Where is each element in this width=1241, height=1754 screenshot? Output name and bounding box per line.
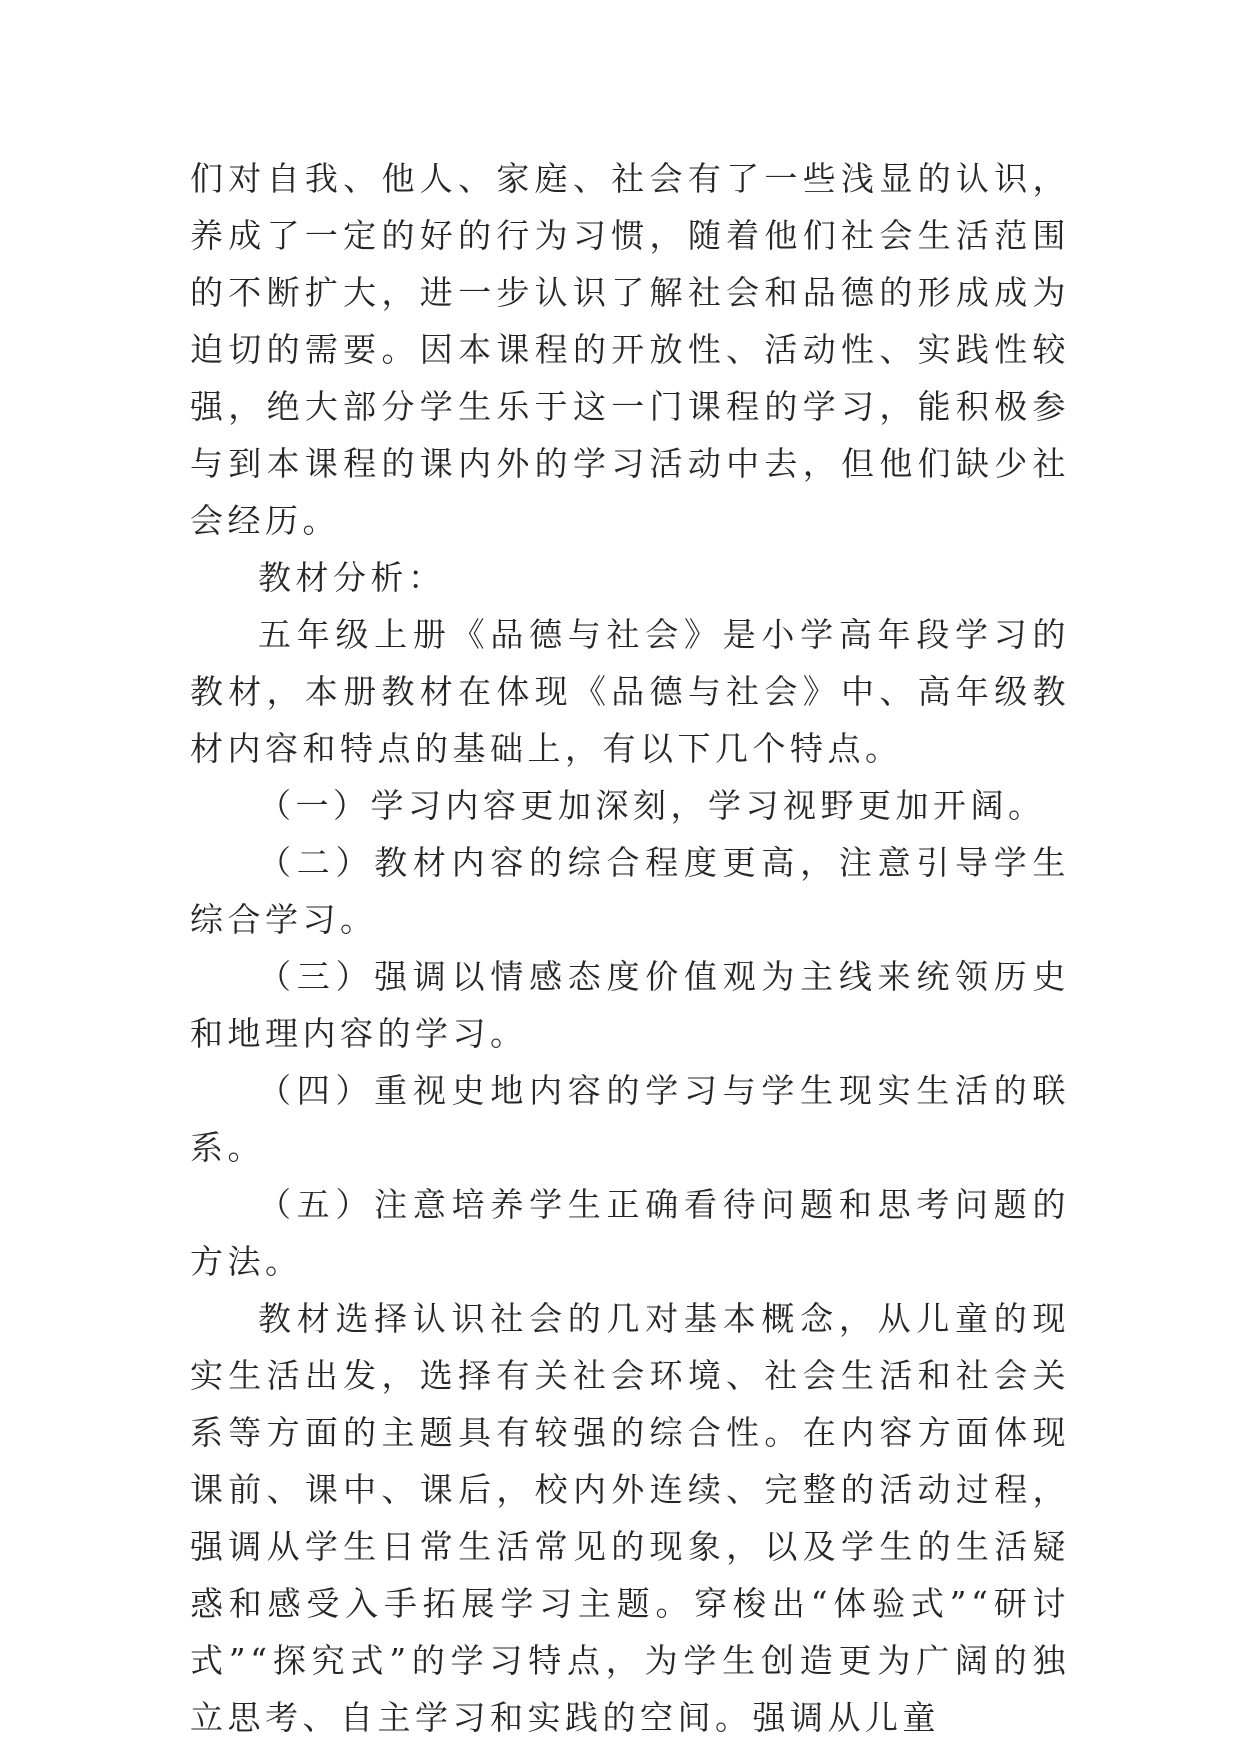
document-body: [190, 150, 1070, 1746]
section-heading-textbook-analysis: 教材分析：: [258, 558, 446, 597]
list-item-feature-1: （一）学习内容更加深刻，学习视野更加开阔。: [258, 786, 1046, 825]
list-item-feature-3: （三）强调以情感态度价值观为主线来统领历史和地理内容的学习。: [190, 957, 1070, 1053]
paragraph-textbook-concepts: 教材选择认识社会的几对基本概念，从儿童的现实生活出发，选择有关社会环境、社会生活和社会关系等方面的主题具有较强的综合性。在内容方面体现课前、课中、课后，校内外连续、完整的活动过程，强调从学生日常生活常见的现象，以及学生的生活疑惑和感受入手拓展学习主题。穿梭出“体验式”“研讨式”“探究式”的学习特点，为学生创造更为广阔的独立思考、自主学习和实践的空间。强调从儿童: [190, 1299, 1070, 1737]
list-item-feature-5: （五）注意培养学生正确看待问题和思考问题的方法。: [190, 1185, 1070, 1281]
paragraph-student-analysis-continued: 们对自我、他人、家庭、社会有了一些浅显的认识，养成了一定的好的行为习惯，随着他们社会生活范围的不断扩大，进一步认识了解社会和品德的形成成为迫切的需要。因本课程的开放性、活动性、实践性较强，绝大部分学生乐于这一门课程的学习，能积极参与到本课程的课内外的学习活动中去，但他们缺少社会经历。: [190, 159, 1070, 540]
list-item-feature-4: （四）重视史地内容的学习与学生现实生活的联系。: [190, 1071, 1070, 1167]
list-item-feature-2: （二）教材内容的综合程度更高，注意引导学生综合学习。: [190, 843, 1070, 939]
paragraph-textbook-intro: 五年级上册《品德与社会》是小学高年段学习的教材，本册教材在体现《品德与社会》中、高年级教材内容和特点的基础上，有以下几个特点。: [190, 615, 1070, 768]
